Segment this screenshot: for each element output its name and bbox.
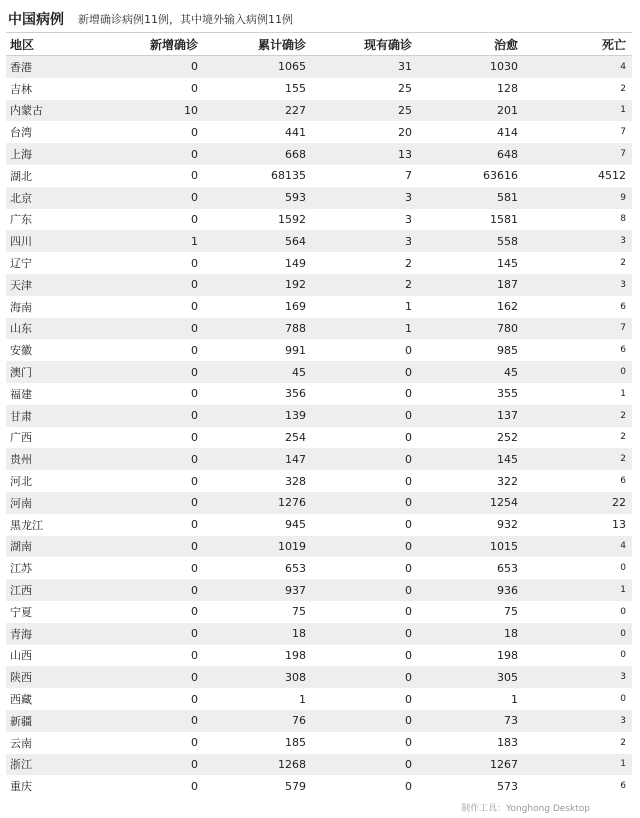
cell-current-confirmed: 7	[405, 169, 412, 183]
cell-recovered: 322	[497, 474, 518, 488]
cell-current-confirmed: 1	[405, 321, 412, 335]
cell-new-confirmed: 0	[191, 474, 198, 488]
cell-region: 湖北	[10, 169, 32, 183]
cell-deaths: 3	[620, 672, 626, 683]
cell-region: 山西	[10, 649, 32, 663]
cell-recovered: 573	[497, 779, 518, 793]
cell-recovered: 162	[497, 300, 518, 314]
cell-region: 贵州	[10, 453, 32, 467]
cell-deaths: 4	[620, 541, 626, 552]
cell-recovered: 145	[497, 452, 518, 466]
cell-new-confirmed: 0	[191, 757, 198, 771]
cell-current-confirmed: 0	[405, 692, 412, 706]
cell-total-confirmed: 579	[285, 779, 306, 793]
table-row	[6, 405, 632, 427]
cell-region: 浙江	[10, 758, 32, 772]
table-row	[6, 78, 632, 100]
cell-new-confirmed: 10	[184, 103, 198, 117]
cell-total-confirmed: 788	[285, 321, 306, 335]
cell-region: 江西	[10, 584, 32, 598]
cell-new-confirmed: 0	[191, 648, 198, 662]
cell-total-confirmed: 18	[292, 627, 306, 641]
cell-deaths: 7	[620, 127, 626, 138]
cell-region: 湖南	[10, 540, 32, 554]
cell-deaths: 7	[620, 149, 626, 160]
cell-current-confirmed: 0	[405, 670, 412, 684]
table-row	[6, 557, 632, 579]
cell-total-confirmed: 147	[285, 452, 306, 466]
cell-current-confirmed: 0	[405, 561, 412, 575]
cell-deaths: 2	[620, 83, 626, 94]
cell-current-confirmed: 0	[405, 539, 412, 553]
cell-current-confirmed: 0	[405, 409, 412, 423]
cell-region: 台湾	[10, 126, 32, 140]
cell-new-confirmed: 0	[191, 430, 198, 444]
cell-total-confirmed: 192	[285, 278, 306, 292]
cell-recovered: 198	[497, 648, 518, 662]
column-header-recovered: 治愈	[493, 37, 518, 52]
cell-new-confirmed: 0	[191, 256, 198, 270]
cell-new-confirmed: 0	[191, 343, 198, 357]
cell-deaths: 4512	[598, 169, 626, 183]
cell-deaths: 0	[620, 563, 626, 574]
cell-new-confirmed: 0	[191, 779, 198, 793]
chart-title: 中国病例	[8, 12, 64, 28]
cell-current-confirmed: 0	[405, 474, 412, 488]
cell-recovered: 145	[497, 256, 518, 270]
cell-current-confirmed: 0	[405, 496, 412, 510]
cell-recovered: 75	[504, 605, 518, 619]
cell-deaths: 1	[620, 759, 626, 770]
cell-region: 江苏	[10, 562, 32, 576]
cell-region: 河南	[10, 496, 32, 510]
cell-current-confirmed: 0	[405, 430, 412, 444]
cell-new-confirmed: 0	[191, 670, 198, 684]
cell-new-confirmed: 0	[191, 583, 198, 597]
column-header-region: 地区	[10, 37, 35, 52]
cell-region: 辽宁	[10, 257, 32, 271]
cell-total-confirmed: 68135	[271, 169, 306, 183]
cell-deaths: 2	[620, 432, 626, 443]
cell-current-confirmed: 1	[405, 300, 412, 314]
table-row	[6, 143, 632, 165]
cell-new-confirmed: 0	[191, 627, 198, 641]
cell-current-confirmed: 0	[405, 518, 412, 532]
table-row	[6, 710, 632, 732]
cell-total-confirmed: 991	[285, 343, 306, 357]
cell-current-confirmed: 2	[405, 256, 412, 270]
cell-deaths: 13	[612, 518, 626, 532]
cell-deaths: 2	[620, 737, 626, 748]
cell-new-confirmed: 0	[191, 169, 198, 183]
cell-region: 天津	[10, 278, 32, 292]
table-row	[6, 666, 632, 688]
cell-recovered: 780	[497, 321, 518, 335]
cell-current-confirmed: 25	[398, 82, 412, 96]
cell-current-confirmed: 0	[405, 343, 412, 357]
cell-deaths: 3	[620, 279, 626, 290]
cell-new-confirmed: 0	[191, 692, 198, 706]
cell-total-confirmed: 937	[285, 583, 306, 597]
cell-deaths: 0	[620, 606, 626, 617]
cell-deaths: 1	[620, 105, 626, 116]
cell-total-confirmed: 1019	[278, 539, 306, 553]
cell-region: 河北	[10, 475, 32, 489]
cell-new-confirmed: 0	[191, 125, 198, 139]
cell-region: 福建	[10, 387, 32, 401]
cell-deaths: 0	[620, 694, 626, 704]
cell-region: 广东	[10, 213, 32, 227]
cell-recovered: 1254	[490, 496, 518, 510]
column-header-current-confirmed: 现有确诊	[363, 37, 412, 52]
table-row	[6, 536, 632, 558]
table-header-row	[6, 32, 632, 56]
cell-region: 青海	[10, 627, 32, 641]
table-row	[6, 361, 632, 383]
cell-recovered: 1015	[490, 539, 518, 553]
cell-new-confirmed: 0	[191, 452, 198, 466]
cell-total-confirmed: 593	[285, 191, 306, 205]
cell-new-confirmed: 0	[191, 605, 198, 619]
cell-recovered: 63616	[483, 169, 518, 183]
cell-recovered: 305	[497, 670, 518, 684]
cell-current-confirmed: 3	[405, 212, 412, 226]
cell-recovered: 128	[497, 82, 518, 96]
cell-recovered: 558	[497, 234, 518, 248]
cell-current-confirmed: 0	[405, 605, 412, 619]
cell-region: 广西	[10, 431, 32, 445]
table-row	[6, 688, 632, 710]
cell-region: 陕西	[10, 671, 32, 685]
cell-total-confirmed: 149	[285, 256, 306, 270]
cell-recovered: 355	[497, 387, 518, 401]
cell-recovered: 252	[497, 430, 518, 444]
cell-current-confirmed: 13	[398, 147, 412, 161]
cell-new-confirmed: 0	[191, 561, 198, 575]
cell-recovered: 648	[497, 147, 518, 161]
cell-current-confirmed: 25	[398, 103, 412, 117]
cell-new-confirmed: 0	[191, 321, 198, 335]
table-row	[6, 383, 632, 405]
cell-new-confirmed: 0	[191, 409, 198, 423]
table-row	[6, 230, 632, 252]
cell-region: 吉林	[10, 82, 32, 96]
table-row	[6, 56, 632, 78]
footer-credit: 制作工具：Yonghong Desktop	[461, 804, 590, 814]
cell-current-confirmed: 0	[405, 627, 412, 641]
cell-current-confirmed: 0	[405, 365, 412, 379]
table-row	[6, 165, 632, 187]
cell-total-confirmed: 45	[292, 365, 306, 379]
cell-new-confirmed: 0	[191, 82, 198, 96]
cell-deaths: 6	[620, 476, 626, 487]
cell-recovered: 1030	[490, 60, 518, 74]
cell-total-confirmed: 308	[285, 670, 306, 684]
cell-deaths: 2	[620, 454, 626, 465]
cell-recovered: 137	[497, 409, 518, 423]
table-row	[6, 318, 632, 340]
table-row	[6, 100, 632, 122]
table-row	[6, 187, 632, 209]
cell-total-confirmed: 75	[292, 605, 306, 619]
cell-current-confirmed: 0	[405, 779, 412, 793]
cell-region: 宁夏	[10, 605, 32, 619]
cell-recovered: 936	[497, 583, 518, 597]
table-row	[6, 274, 632, 296]
cell-deaths: 9	[620, 192, 626, 203]
cell-new-confirmed: 0	[191, 387, 198, 401]
column-header-deaths: 死亡	[601, 37, 626, 52]
cell-new-confirmed: 0	[191, 147, 198, 161]
cell-current-confirmed: 0	[405, 452, 412, 466]
cell-total-confirmed: 564	[285, 234, 306, 248]
cell-region: 重庆	[10, 780, 32, 794]
cell-total-confirmed: 1592	[278, 212, 306, 226]
cell-region: 澳门	[10, 366, 32, 380]
chart-subtitle: 新增确诊病例11例，其中境外输入病例11例	[78, 13, 293, 26]
column-header-total-confirmed: 累计确诊	[257, 37, 306, 52]
cell-total-confirmed: 945	[285, 518, 306, 532]
cell-current-confirmed: 0	[405, 583, 412, 597]
cell-total-confirmed: 139	[285, 409, 306, 423]
cell-region: 上海	[10, 148, 32, 162]
cell-recovered: 73	[504, 714, 518, 728]
cell-new-confirmed: 0	[191, 714, 198, 728]
table-row	[6, 209, 632, 231]
cell-deaths: 6	[620, 301, 626, 312]
cell-region: 安徽	[10, 344, 32, 358]
cell-region: 内蒙古	[10, 104, 43, 118]
cell-deaths: 0	[620, 367, 626, 378]
cell-new-confirmed: 0	[191, 278, 198, 292]
column-header-new-confirmed: 新增确诊	[149, 37, 198, 52]
data-table	[6, 32, 632, 797]
cell-new-confirmed: 1	[191, 234, 198, 248]
cell-deaths: 7	[620, 323, 626, 334]
cell-region: 新疆	[10, 714, 32, 728]
cell-deaths: 8	[620, 214, 626, 225]
cell-deaths: 22	[612, 496, 626, 510]
cell-region: 西藏	[10, 693, 32, 706]
cell-recovered: 653	[497, 561, 518, 575]
cell-total-confirmed: 155	[285, 82, 306, 96]
table-row	[6, 754, 632, 776]
cell-current-confirmed: 0	[405, 757, 412, 771]
cell-total-confirmed: 1	[299, 692, 306, 706]
cell-recovered: 1581	[490, 212, 518, 226]
cell-deaths: 6	[620, 781, 626, 792]
table-row	[6, 339, 632, 361]
cell-current-confirmed: 3	[405, 234, 412, 248]
table-row	[6, 775, 632, 797]
cell-total-confirmed: 328	[285, 474, 306, 488]
cell-recovered: 985	[497, 343, 518, 357]
cell-deaths: 6	[620, 345, 626, 356]
chart-header	[8, 8, 293, 30]
cell-region: 香港	[10, 60, 32, 74]
cell-total-confirmed: 668	[285, 147, 306, 161]
cell-current-confirmed: 0	[405, 736, 412, 750]
cell-deaths: 0	[620, 650, 626, 661]
cell-new-confirmed: 0	[191, 539, 198, 553]
cell-current-confirmed: 3	[405, 191, 412, 205]
cell-new-confirmed: 0	[191, 212, 198, 226]
cell-recovered: 1	[511, 692, 518, 706]
cell-total-confirmed: 441	[285, 125, 306, 139]
cell-recovered: 18	[504, 627, 518, 641]
cell-deaths: 3	[620, 715, 626, 726]
cell-deaths: 0	[620, 628, 626, 639]
cell-deaths: 2	[620, 258, 626, 269]
cell-total-confirmed: 254	[285, 430, 306, 444]
cell-current-confirmed: 31	[398, 60, 412, 74]
cell-new-confirmed: 0	[191, 518, 198, 532]
cell-recovered: 932	[497, 518, 518, 532]
table-row	[6, 121, 632, 143]
cell-recovered: 45	[504, 365, 518, 379]
cell-new-confirmed: 0	[191, 300, 198, 314]
table-row	[6, 296, 632, 318]
cell-total-confirmed: 1065	[278, 60, 306, 74]
cell-deaths: 1	[620, 585, 626, 596]
cell-region: 黑龙江	[10, 518, 43, 532]
cell-recovered: 1267	[490, 757, 518, 771]
table-row	[6, 732, 632, 754]
cell-deaths: 3	[620, 236, 626, 247]
table-row	[6, 601, 632, 623]
cell-region: 甘肃	[10, 409, 32, 423]
table-body	[6, 56, 632, 797]
cell-recovered: 414	[497, 125, 518, 139]
cell-total-confirmed: 185	[285, 736, 306, 750]
cell-region: 云南	[10, 736, 32, 750]
cell-recovered: 201	[497, 103, 518, 117]
cell-new-confirmed: 0	[191, 365, 198, 379]
cell-total-confirmed: 76	[292, 714, 306, 728]
cell-deaths: 4	[620, 61, 626, 72]
table-row	[6, 252, 632, 274]
cell-recovered: 187	[497, 278, 518, 292]
cell-total-confirmed: 169	[285, 300, 306, 314]
cell-total-confirmed: 198	[285, 648, 306, 662]
table-row	[6, 514, 632, 536]
cell-total-confirmed: 356	[285, 387, 306, 401]
cell-region: 北京	[10, 191, 32, 205]
cell-current-confirmed: 0	[405, 387, 412, 401]
cell-new-confirmed: 0	[191, 736, 198, 750]
cell-current-confirmed: 2	[405, 278, 412, 292]
cell-new-confirmed: 0	[191, 60, 198, 74]
table-row	[6, 492, 632, 514]
cell-deaths: 2	[620, 410, 626, 421]
cell-new-confirmed: 0	[191, 191, 198, 205]
table-row	[6, 427, 632, 449]
table-row	[6, 645, 632, 667]
table-row	[6, 623, 632, 645]
table-row	[6, 579, 632, 601]
cell-current-confirmed: 20	[398, 125, 412, 139]
cell-recovered: 183	[497, 736, 518, 750]
cell-region: 山东	[10, 322, 32, 336]
cell-total-confirmed: 1276	[278, 496, 306, 510]
cell-region: 海南	[10, 300, 32, 314]
cell-new-confirmed: 0	[191, 496, 198, 510]
cell-total-confirmed: 653	[285, 561, 306, 575]
table-row	[6, 448, 632, 470]
cell-total-confirmed: 227	[285, 103, 306, 117]
cell-current-confirmed: 0	[405, 648, 412, 662]
cell-deaths: 1	[620, 388, 626, 399]
cell-current-confirmed: 0	[405, 714, 412, 728]
cell-region: 四川	[10, 235, 32, 249]
table-row	[6, 470, 632, 492]
cell-total-confirmed: 1268	[278, 757, 306, 771]
cell-recovered: 581	[497, 191, 518, 205]
